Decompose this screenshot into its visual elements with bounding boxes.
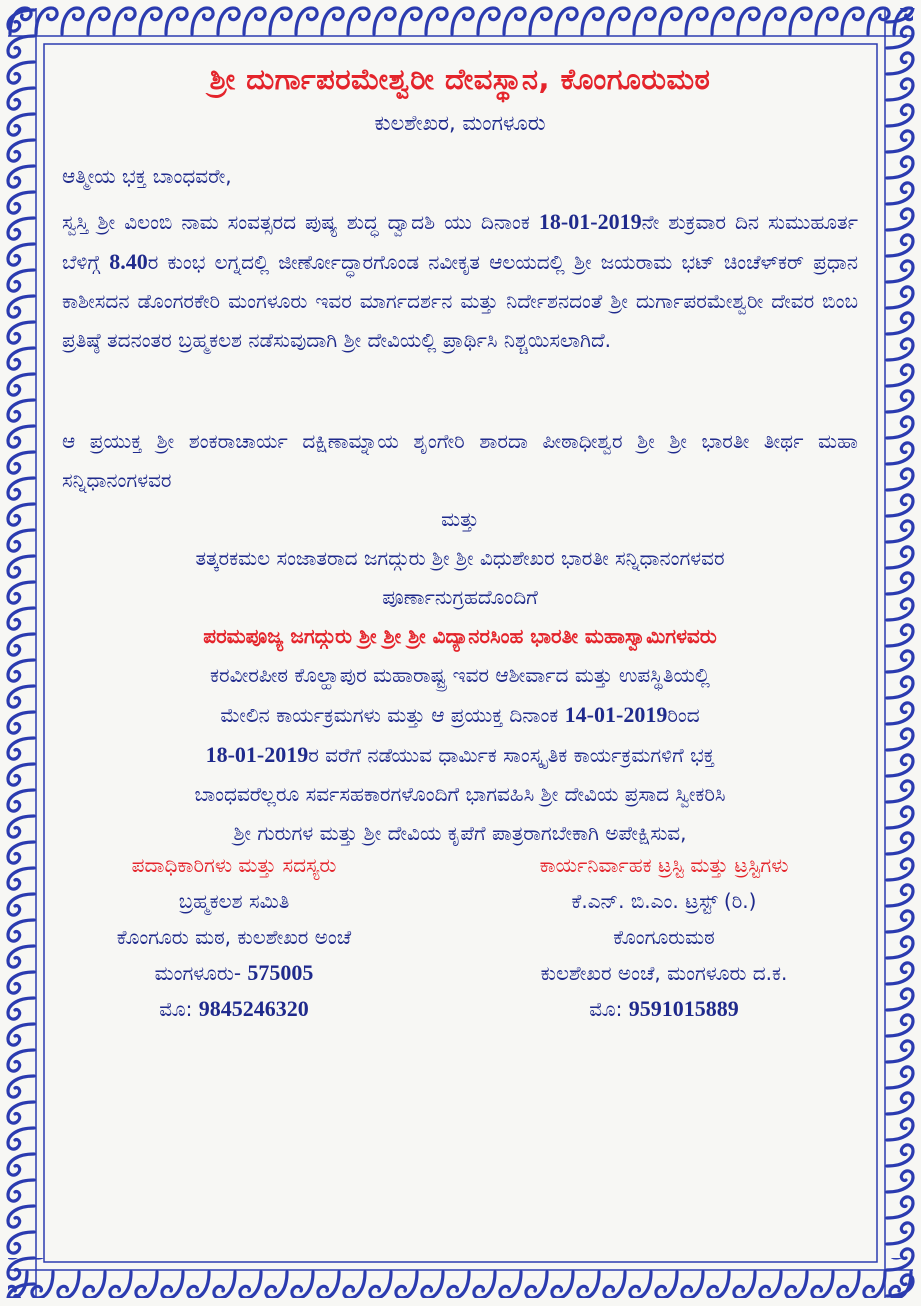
successor-line: ತತ್ಕರಕಮಲ ಸಂಜಾತರಾದ ಜಗದ್ಗುರು ಶ್ರೀ ಶ್ರೀ ವಿಧುಶೇಖರ ಭಾರತೀ ಸನ್ನಿಧಾನಂಗಳವರ bbox=[195, 546, 725, 570]
signatory-left-address: ಕೊಂಗೂರು ಮಠ, ಕುಲಶೇಖರ ಅಂಚೆ bbox=[116, 925, 352, 949]
paragraph-main: ಸ್ವಸ್ತಿ ಶ್ರೀ ವಿಲಂಬಿ ನಾಮ ಸಂವತ್ಸರದ ಪುಷ್ಯ ಶುದ್ಧ ದ್ವಾದಶಿ ಯು ದಿನಾಂಕ 18-01-2019ನೇ ಶುಕ್ರವಾರ ದಿನ ಸುಮುಹೂರ್ತ ಬೆಳಿಗ್ಗೆ 8.40ರ ಕುಂಭ ಲಗ್ನದಲ್ಲಿ ಜೀರ್ಣೋದ್ಧಾರಗೊಂಡ ನವೀಕೃತ ಆಲಯದಲ್ಲಿ ಶ್ರೀ ಜಯರಾಮ ಭಟ್ ಚಿಂಚೆಳ್‌ಕರ್ ಪ್ರಧಾನ ಕಾಶೀಸದನ ಡೊಂಗರಕೇರಿ ಮಂಗಳೂರು ಇವರ ಮಾರ್ಗದರ್ಶನ ಮತ್ತು ನಿರ್ದೇಶನದಂತೆ ಶ್ರೀ ದುರ್ಗಾಪರಮೇಶ್ವರೀ ದೇವರ ಬಿಂಬ ಪ್ರತಿಷ್ಠೆ ತದನಂತರ ಬ್ರಹ್ಮಕಲಶ ನಡೆಸುವುದಾಗಿ ಶ್ರೀ ದೇವಿಯಲ್ಲಿ ಪ್ರಾರ್ಥಿಸಿ ನಿಶ್ಚಯಿಸಲಾಗಿದೆ. bbox=[62, 209, 859, 352]
signatory-right-phone: ಮೊ: 9591015889 bbox=[589, 996, 739, 1021]
signatory-left-heading: ಪದಾಧಿಕಾರಿಗಳು ಮತ್ತು ಸದಸ್ಯರು bbox=[131, 853, 337, 877]
event-time: 8.40 bbox=[109, 249, 148, 274]
signatory-left bbox=[44, 847, 424, 1027]
signatory-right bbox=[474, 847, 854, 1027]
temple-title: ಶ್ರೀ ದುರ್ಗಾಪರಮೇಶ್ವರೀ ದೇವಸ್ಥಾನ, ಕೊಂಗೂರುಮಠ bbox=[209, 62, 711, 96]
temple-location: ಕುಲಶೇಖರ, ಮಂಗಳೂರು bbox=[374, 111, 546, 135]
paragraph-blessing: ಆ ಪ್ರಯುಕ್ತ ಶ್ರೀ ಶಂಕರಾಚಾರ್ಯ ದಕ್ಷಿಣಾಮ್ನಾಯ ಶೃಂಗೇರಿ ಶಾರದಾ ಪೀಠಾಧೀಶ್ವರ ಶ್ರೀ ಶ್ರೀ ಭಾರತೀ ತೀರ್ಥ ಮಹಾ ಸನ್ನಿಧಾನಂಗಳವರ bbox=[62, 429, 858, 492]
invitation-content bbox=[62, 52, 858, 1257]
chief-guest-line: ಪರಮಪೂಜ್ಯ ಜಗದ್ಗುರು ಶ್ರೀ ಶ್ರೀ ಶ್ರೀ ವಿದ್ಯಾನರಸಿಂಹ ಭಾರತೀ ಮಹಾಸ್ವಾಮಿಗಳವರು bbox=[203, 624, 717, 648]
end-date-line: 18-01-2019ರ ವರೆಗೆ ನಡೆಯುವ ಧಾರ್ಮಿಕ ಸಾಂಸ್ಕೃತಿಕ ಕಾರ್ಯಕ್ರಮಗಳಿಗೆ ಭಕ್ತ bbox=[205, 742, 715, 767]
presence-line: ಕರವೀರಪೀಠ ಕೊಲ್ಹಾಪುರ ಮಹಾರಾಷ್ಟ್ರ ಇವರ ಆಶೀರ್ವಾದ ಮತ್ತು ಉಪಸ್ಥಿತಿಯಲ್ಲಿ bbox=[210, 663, 710, 687]
signatory-right-org: ಕೆ.ಎನ್. ಬಿ.ಎಂ. ಟ್ರಸ್ಟ್ (ರಿ.) bbox=[571, 889, 757, 913]
closing-line: ಶ್ರೀ ಗುರುಗಳ ಮತ್ತು ಶ್ರೀ ದೇವಿಯ ಕೃಪೆಗೆ ಪಾತ್ರರಾಗಬೇಕಾಗಿ ಅಪೇಕ್ಷಿಸುವ, bbox=[233, 821, 687, 845]
phone-number-left: 9845246320 bbox=[198, 996, 309, 1021]
greeting: ಆತ್ಮೀಯ ಭಕ್ತ ಬಾಂಧವರೇ, bbox=[62, 164, 232, 188]
signatory-right-address-2: ಕುಲಶೇಖರ ಅಂಚೆ, ಮಂಗಳೂರು ದ.ಕ. bbox=[540, 961, 788, 985]
signatory-right-address: ಕೊಂಗೂರುಮಠ bbox=[613, 925, 715, 949]
end-date: 18-01-2019 bbox=[205, 742, 309, 767]
signatory-left-city: ಮಂಗಳೂರು- 575005 bbox=[154, 960, 314, 985]
signatory-left-phone: ಮೊ: 9845246320 bbox=[159, 996, 309, 1021]
pin-code: 575005 bbox=[247, 960, 314, 985]
and-line: ಮತ್ತು bbox=[441, 507, 479, 531]
signatory-left-org: ಬ್ರಹ್ಮಕಲಶ ಸಮಿತಿ bbox=[178, 889, 290, 913]
start-date: 14-01-2019 bbox=[564, 702, 668, 727]
blessing-line: ಪೂರ್ಣಾನುಗ್ರಹದೊಂದಿಗೆ bbox=[382, 585, 538, 609]
phone-number-right: 9591015889 bbox=[628, 996, 739, 1021]
participation-line: ಬಾಂಧವರೆಲ್ಲರೂ ಸರ್ವಸಹಕಾರಗಳೊಂದಿಗೆ ಭಾಗವಹಿಸಿ ಶ್ರೀ ದೇವಿಯ ಪ್ರಸಾದ ಸ್ವೀಕರಿಸಿ bbox=[194, 782, 726, 806]
programme-line: ಮೇಲಿನ ಕಾರ್ಯಕ್ರಮಗಳು ಮತ್ತು ಆ ಪ್ರಯುಕ್ತ ದಿನಾಂಕ 14-01-2019ರಿಂದ bbox=[220, 702, 700, 727]
signatory-right-heading: ಕಾರ್ಯನಿರ್ವಾಹಕ ಟ್ರಸ್ಟಿ ಮತ್ತು ಟ್ರಸ್ಟಿಗಳು bbox=[539, 853, 789, 877]
event-date: 18-01-2019 bbox=[538, 209, 642, 234]
